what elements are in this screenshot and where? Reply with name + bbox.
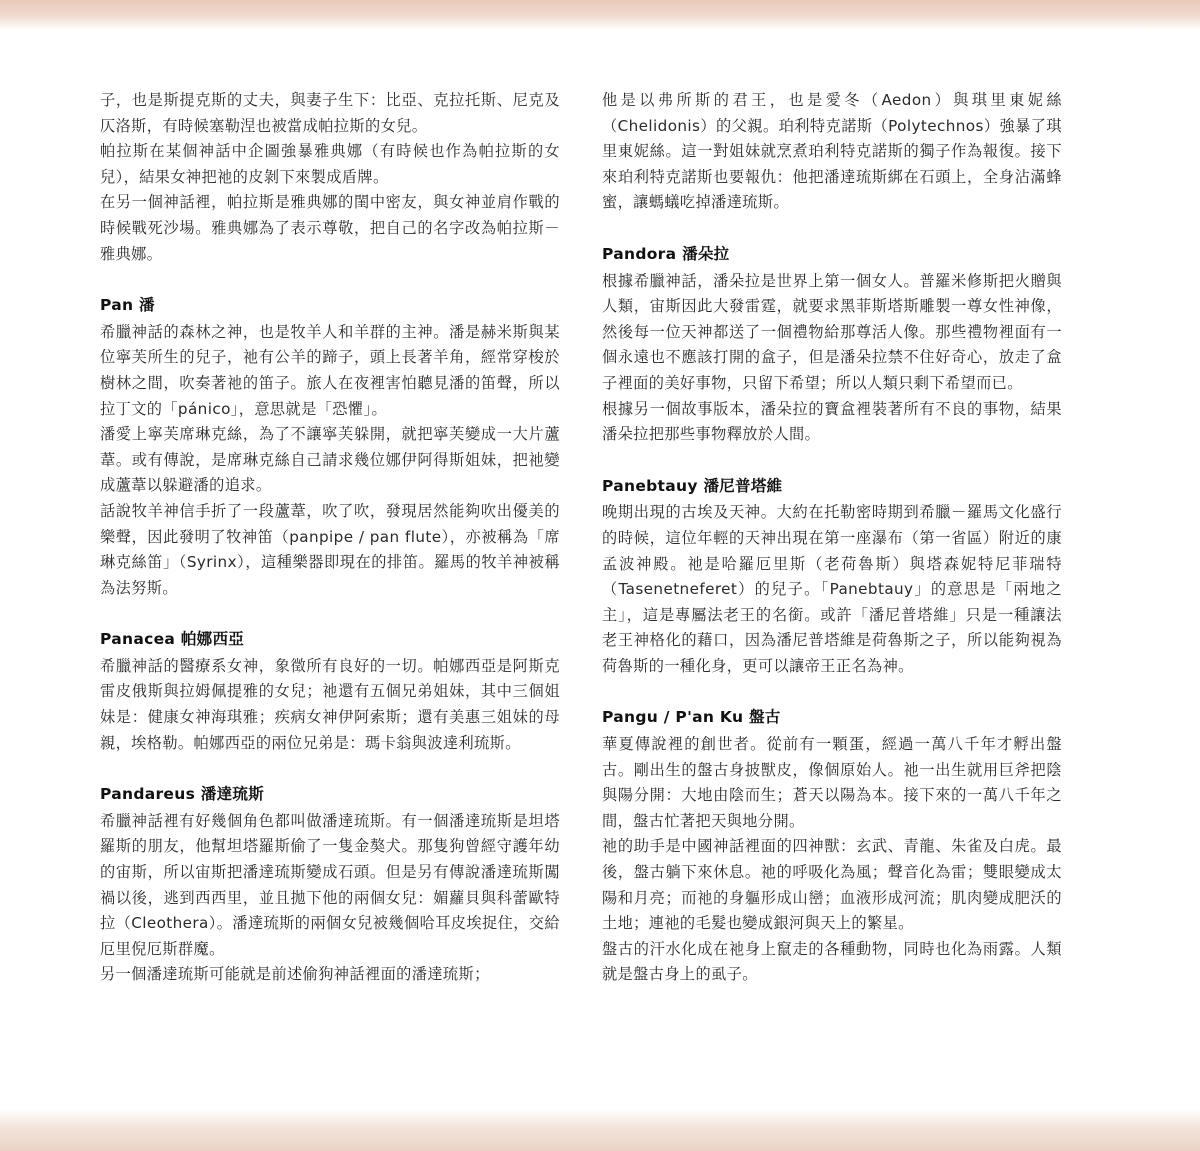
paragraph: 帕拉斯在某個神話中企圖強暴雅典娜（有時候也作為帕拉斯的女兒），結果女神把祂的皮剝下來製成盾牌。 bbox=[100, 142, 560, 186]
entry-heading: Pangu / P'an Ku 盤古 bbox=[602, 708, 781, 727]
entry-panebtauy bbox=[602, 474, 1062, 680]
paragraph: 希臘神話的醫療系女神，象徵所有良好的一切。帕娜西亞是阿斯克雷皮俄斯與拉姆佩提雅的女兒；祂還有五個兄弟姐妹，其中三個姐妹是：健康女神海琪雅；疾病女神伊阿索斯；還有美惠三姐妹的母親，埃格勒。帕娜西亞的兩位兄弟是：瑪卡翁與波達利琉斯。 bbox=[100, 656, 560, 752]
paragraph: 希臘神話裡有好幾個角色都叫做潘達琉斯。有一個潘達琉斯是坦塔羅斯的朋友，他幫坦塔羅斯偷了一隻金獒犬。那隻狗曾經守護年幼的宙斯，所以宙斯把潘達琉斯變成石頭。但是另有傳說潘達琉斯闖禍以後，逃到西西里，並且拋下他的兩個女兒：媚蘿貝與科蕾歐特拉（Cleothera）。潘達琉斯的兩個女兒被幾個哈耳皮埃捉住，交給厄里倪厄斯群魔。 bbox=[100, 811, 560, 958]
entry-heading: Panebtauy 潘尼普塔維 bbox=[602, 476, 783, 495]
entry-pandora bbox=[602, 242, 1062, 448]
page-top-edge bbox=[0, 0, 1200, 30]
paragraph: 希臘神話的森林之神，也是牧羊人和羊群的主神。潘是赫米斯與某位寧芙所生的兒子，祂有公羊的蹄子，頭上長著羊角，經常穿梭於樹林之間，吹奏著祂的笛子。旅人在夜裡害怕聽見潘的笛聲，所以拉丁文的「pánico」，意思就是「恐懼」。 bbox=[100, 322, 560, 418]
entry-pangu bbox=[602, 705, 1062, 988]
paragraph: 潘愛上寧芙席琳克絲，為了不讓寧芙躲開，就把寧芙變成一大片蘆葦。或有傳說，是席琳克絲自己請求幾位娜伊阿得斯姐妹，把祂變成蘆葦以躲避潘的追求。 bbox=[100, 425, 560, 495]
entry-pandareus bbox=[100, 782, 560, 988]
entry-heading: Panacea 帕娜西亞 bbox=[100, 630, 245, 649]
entry-continuation bbox=[602, 88, 1062, 216]
paragraph: 另一個潘達琉斯可能就是前述偷狗神話裡面的潘達琉斯； bbox=[100, 965, 490, 984]
paragraph: 晚期出現的古埃及天神。大約在托勒密時期到希臘－羅馬文化盛行的時候，這位年輕的天神出現在第一座瀑布（第一省區）附近的康孟波神殿。祂是哈羅厄里斯（老荷魯斯）與塔森妮特尼菲瑞特（Tasenetneferet）的兒子。「Panebtauy」的意思是「兩地之主」，這是專屬法老王的名銜。或許「潘尼普塔維」只是一種讓法老王神格化的藉口，因為潘尼普塔維是荷魯斯之子，所以能夠視為荷魯斯的一種化身，更可以讓帝王正名為神。 bbox=[602, 503, 1062, 675]
left-column bbox=[100, 88, 560, 988]
paragraph: 在另一個神話裡，帕拉斯是雅典娜的閨中密友，與女神並肩作戰的時候戰死沙場。雅典娜為了表示尊敬，把自己的名字改為帕拉斯－雅典娜。 bbox=[100, 193, 560, 263]
paragraph: 話說牧羊神信手折了一段蘆葦，吹了吹，發現居然能夠吹出優美的樂聲，因此發明了牧神笛（panpipe / pan flute），亦被稱為「席琳克絲笛」（Syrinx），這種樂器即現在的排笛。羅馬的牧羊神被稱為法努斯。 bbox=[100, 501, 560, 597]
entry-heading: Pandareus 潘達琉斯 bbox=[100, 785, 265, 804]
paragraph: 子，也是斯提克斯的丈夫，與妻子生下：比亞、克拉托斯、尼克及仄洛斯，有時候塞勒涅也被當成帕拉斯的女兒。 bbox=[100, 91, 560, 135]
entry-continuation bbox=[100, 88, 560, 267]
paragraph: 祂的助手是中國神話裡面的四神獸：玄武、青龍、朱雀及白虎。最後，盤古躺下來休息。祂的呼吸化為風；聲音化為雷；雙眼變成太陽和月亮；而祂的身軀形成山巒；血液形成河流；肌肉變成肥沃的土地；連祂的毛髮也變成銀河與天上的繁星。 bbox=[602, 837, 1062, 933]
entry-pan bbox=[100, 293, 560, 601]
paragraph: 華夏傳說裡的創世者。從前有一顆蛋，經過一萬八千年才孵出盤古。剛出生的盤古身披獸皮，像個原始人。祂一出生就用巨斧把陰與陽分開：大地由陰而生；蒼天以陽為本。接下來的一萬八千年之間，盤古忙著把天與地分開。 bbox=[602, 735, 1062, 830]
page-bottom-edge bbox=[0, 1109, 1200, 1151]
paragraph: 他是以弗所斯的君王，也是愛冬（Aedon）與琪里東妮絲（Chelidonis）的父親。珀利特克諾斯（Polytechnos）強暴了琪里東妮絲。這一對姐妹就烹煮珀利特克諾斯的獨子作為報復。接下來珀利特克諾斯也要報仇：他把潘達琉斯綁在石頭上，全身沾滿蜂蜜，讓螞蟻吃掉潘達琉斯。 bbox=[602, 91, 1062, 212]
entry-heading: Pan 潘 bbox=[100, 296, 155, 315]
paragraph: 盤古的汗水化成在祂身上竄走的各種動物，同時也化為雨露。人類就是盤古身上的虱子。 bbox=[602, 939, 1062, 984]
paragraph: 根據希臘神話，潘朵拉是世界上第一個女人。普羅米修斯把火贈與人類，宙斯因此大發雷霆，就要求黑菲斯塔斯雕製一尊女性神像，然後每一位天神都送了一個禮物給那尊活人像。那些禮物裡面有一個永遠也不應該打開的盒子，但是潘朵拉禁不住好奇心，放走了盒子裡面的美好事物，只留下希望；所以人類只剩下希望而已。 bbox=[602, 271, 1062, 392]
entry-heading: Pandora 潘朵拉 bbox=[602, 244, 730, 263]
paragraph: 根據另一個故事版本，潘朵拉的寶盒裡裝著所有不良的事物，結果潘朵拉把那些事物釋放於人間。 bbox=[602, 399, 1062, 444]
right-column bbox=[602, 88, 1062, 988]
entry-panacea bbox=[100, 627, 560, 756]
